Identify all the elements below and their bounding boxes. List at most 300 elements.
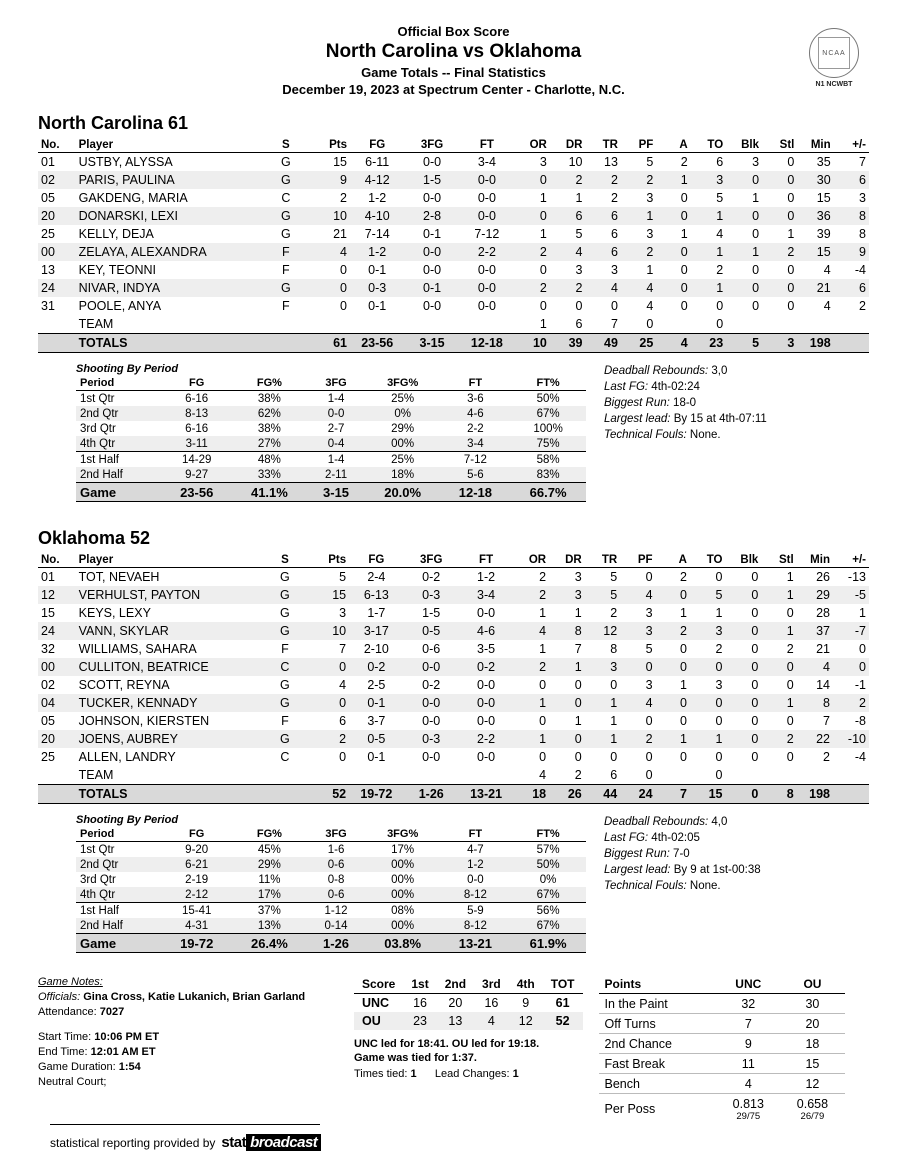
cell-blk: 1 [726, 243, 762, 261]
cell-fg: 6-11 [365, 155, 390, 169]
cell-or: 2 [539, 570, 547, 584]
cell-q4: 12 [509, 1012, 543, 1030]
cell-label: In the Paint [599, 994, 717, 1014]
cell-blk: 0 [752, 227, 760, 241]
cell-player: VERHULST, PAYTON [76, 586, 271, 604]
cell-s: C [280, 750, 290, 764]
cell-dr: 0 [574, 750, 582, 764]
cell: 0 [690, 766, 726, 785]
cell-fgp: 29% [232, 857, 308, 872]
cell-to: 4 [716, 227, 724, 241]
table-row [38, 243, 869, 261]
cell-ft: 0-0 [460, 171, 515, 189]
lead-time-note-2: Game was tied for 1:37. [354, 1052, 477, 1064]
cell-ft: 8-12 [441, 887, 511, 903]
cell-pm: 8 [859, 227, 866, 241]
cell-pf: 4 [646, 299, 654, 313]
cell-dr: 1 [549, 658, 585, 676]
cell-stl: 1 [761, 694, 796, 712]
cell: 1 [514, 315, 550, 334]
header-line-datevenue: December 19, 2023 at Spectrum Center - Charlotte, N.C. [282, 82, 625, 97]
cell-or: 3 [539, 155, 547, 169]
cell-pts: 4 [301, 243, 350, 261]
cell-pm: 2 [859, 299, 866, 313]
cell-tr: 2 [611, 191, 618, 205]
note-value: 7-0 [669, 848, 690, 860]
shoot-col-fgp: FG% [232, 376, 308, 391]
box-table-body-unc [38, 153, 869, 353]
cell-no: 01 [41, 155, 55, 169]
cell-fg: 6-16 [185, 422, 209, 435]
team-title-unc: North Carolina 61 [38, 113, 189, 133]
cell-a: 0 [656, 658, 690, 676]
cell-ftp: 50% [536, 392, 560, 405]
cell: 10 [514, 334, 550, 353]
cell-pf: 4 [621, 279, 656, 297]
cell-dr: 1 [575, 191, 583, 205]
cell-fg3p: 00% [365, 887, 441, 903]
cell-ftp: 67% [510, 406, 586, 421]
cell-pts: 0 [301, 279, 350, 297]
cell-to: 0 [690, 694, 726, 712]
cell-pts: 6 [339, 714, 347, 728]
col-ft: FT [459, 553, 514, 568]
cell-fgp: 17% [232, 887, 308, 903]
cell-ft: 1-2 [441, 857, 511, 872]
cell-ft: 2-2 [459, 730, 514, 748]
cell-pm: 8 [834, 207, 869, 225]
points-row [599, 1074, 845, 1094]
cell-or: 2 [514, 243, 550, 261]
cell [725, 766, 761, 785]
box-table-ou [38, 553, 869, 804]
cell: TEAM [76, 766, 271, 785]
cell-q1: 23 [403, 1012, 436, 1030]
cell-player: ZELAYA, ALEXANDRA [76, 243, 271, 261]
cell-dr: 3 [575, 263, 583, 277]
shooting-row [76, 452, 586, 468]
cell [762, 315, 797, 334]
col-blk: Blk [725, 553, 761, 568]
cell-tr: 3 [611, 263, 618, 277]
cell-ou: 12 [780, 1074, 844, 1094]
cell-fg: 0-5 [349, 730, 404, 748]
points-row [599, 1094, 845, 1125]
cell: TEAM [76, 315, 271, 334]
cell-pm: 2 [833, 694, 869, 712]
cell-pm: 9 [834, 243, 869, 261]
cell-ft: 0-0 [477, 678, 496, 692]
shoot-col-ft: FT [441, 376, 511, 391]
cell-tot: 52 [543, 1012, 583, 1030]
cell-fgp: 62% [232, 406, 308, 421]
cell-blk: 0 [725, 694, 761, 712]
table-row [38, 297, 869, 315]
cell-blk: 1 [752, 191, 760, 205]
cell: 3 [762, 334, 797, 353]
cell-blk: 0 [752, 263, 760, 277]
col-to: TO [690, 553, 726, 568]
cell-no: 24 [38, 622, 76, 640]
cell-fg3: 1-5 [422, 606, 441, 620]
cell-fgp: 33% [232, 467, 308, 483]
cell: 0 [691, 315, 727, 334]
cell-ft: 5-6 [441, 467, 511, 483]
cell-min: 21 [797, 279, 833, 297]
cell-period: 1st Half [76, 452, 162, 468]
cell: 15 [690, 785, 726, 804]
cell-fg: 2-4 [367, 570, 386, 584]
end-time-line [38, 1045, 338, 1060]
cell: TOTALS [76, 334, 271, 353]
cell-no: 25 [41, 750, 55, 764]
cell-or: 0 [539, 678, 547, 692]
cell-ft: 0-0 [460, 279, 515, 297]
cell-min: 2 [823, 750, 830, 764]
cell-fg: 2-5 [367, 678, 386, 692]
cell-tr: 8 [610, 642, 618, 656]
cell-s: F [281, 714, 289, 728]
cell-ftp: 66.7% [510, 483, 586, 502]
cell-or: 1 [539, 191, 547, 205]
cell-stl: 1 [786, 570, 794, 584]
cell-tr: 13 [604, 155, 618, 169]
cell-period: 3rd Qtr [80, 422, 116, 435]
table-row [38, 748, 869, 766]
cell-stl: 1 [761, 622, 796, 640]
cell-ftp: 100% [533, 422, 563, 435]
cell-fgp: 11% [258, 873, 281, 886]
points-row [599, 1034, 845, 1054]
cell-a: 0 [680, 299, 688, 313]
cell-stl: 0 [786, 714, 794, 728]
cell-blk: 0 [725, 622, 761, 640]
cell-to: 1 [690, 730, 726, 748]
start-time-label: Start Time: [38, 1031, 92, 1043]
cell-pm: 7 [859, 155, 866, 169]
cell-ft: 4-6 [459, 622, 514, 640]
cell-period: 2nd Half [76, 467, 162, 483]
note-label: Biggest Run: [604, 397, 670, 409]
cell-fg: 2-19 [185, 873, 209, 886]
cell [38, 315, 76, 334]
shooting-game-row [76, 483, 586, 502]
cell-fg: 7-14 [364, 227, 390, 241]
linescore-block [354, 975, 583, 1080]
shooting-row [76, 421, 586, 436]
officials-line [38, 990, 338, 1005]
cell-pts: 10 [301, 207, 350, 225]
cell [726, 315, 762, 334]
statbroadcast-logo [221, 1134, 321, 1151]
cell-s: G [270, 622, 300, 640]
duration-value: 1:54 [118, 1061, 141, 1073]
cell-dr: 10 [568, 155, 583, 169]
cell-fg3: 0-8 [327, 873, 345, 886]
team-rebounds-row [38, 315, 869, 334]
table-header-row [38, 138, 869, 153]
cell-ft: 0-0 [477, 299, 496, 313]
cell-blk: 0 [751, 606, 759, 620]
cell [834, 334, 869, 353]
cell-pm: 0 [833, 658, 869, 676]
table-row [38, 694, 869, 712]
col-plusminus: +/- [833, 553, 869, 568]
duration-label: Game Duration: [38, 1061, 116, 1073]
cell-ou: 15 [780, 1054, 844, 1074]
attendance-line [38, 1005, 338, 1020]
cell-fg3p: 20.0% [365, 483, 441, 502]
cell-to: 1 [691, 279, 727, 297]
linescore-col-score: Score [354, 975, 403, 994]
cell [350, 315, 405, 334]
col-no: No. [38, 138, 76, 153]
cell: 24 [620, 785, 655, 804]
note-line [604, 847, 761, 862]
col-3fg: 3FG [404, 138, 459, 153]
cell-tr: 6 [586, 243, 621, 261]
cell-fg: 0-1 [367, 750, 386, 764]
cell-fg3p: 0% [365, 406, 441, 421]
cell-blk: 0 [751, 714, 759, 728]
note-label: Largest lead: [604, 413, 671, 425]
cell-or: 1 [513, 730, 549, 748]
cell-tr: 2 [610, 606, 618, 620]
cell-to: 3 [715, 678, 723, 692]
cell-label: Per Poss [604, 1102, 656, 1116]
cell-to: 6 [716, 155, 724, 169]
cell-pf: 2 [621, 243, 656, 261]
cell-fg: 4-10 [350, 207, 405, 225]
cell-no: 12 [38, 586, 76, 604]
shoot-col-ft: FT [441, 827, 511, 842]
cell-tr: 5 [585, 586, 620, 604]
cell-dr: 2 [550, 279, 586, 297]
cell-blk: 0 [751, 642, 759, 656]
cell-blk: 0 [751, 750, 759, 764]
cell-fg3: 0-4 [307, 436, 364, 452]
cell: 4 [513, 766, 549, 785]
cell-fg: 4-12 [350, 171, 405, 189]
cell-player: TUCKER, KENNADY [76, 694, 271, 712]
cell-no: 25 [41, 227, 55, 241]
cell-blk: 0 [751, 678, 759, 692]
cell-dr: 0 [549, 694, 585, 712]
totals-row [38, 785, 869, 804]
cell-ft: 12-18 [441, 483, 511, 502]
cell-or: 0 [539, 714, 547, 728]
cell-pf: 3 [620, 622, 655, 640]
cell-stl: 0 [762, 279, 797, 297]
cell-player: GAKDENG, MARIA [78, 191, 188, 205]
cell-player: PARIS, PAULINA [76, 171, 271, 189]
cell [270, 766, 300, 785]
col-no: No. [38, 553, 76, 568]
table-row [38, 640, 869, 658]
cell-or: 1 [539, 642, 547, 656]
col-to: TO [691, 138, 727, 153]
linescore-col-4th: 4th [509, 975, 543, 994]
shoot-col-period: Period [76, 827, 162, 842]
cell-min: 35 [816, 155, 831, 169]
cell-fg: 1-2 [368, 191, 387, 205]
col-or: OR [514, 138, 550, 153]
cell-stl: 1 [787, 227, 795, 241]
cell-fg: 0-1 [368, 263, 387, 277]
note-label: Last FG: [604, 832, 649, 844]
table-row [38, 153, 869, 172]
cell: 5 [726, 334, 762, 353]
ncaa-logo-caption: N1 NCWBT [815, 81, 853, 88]
cell-pf: 0 [620, 658, 655, 676]
cell [761, 766, 796, 785]
cell-s: F [271, 243, 301, 261]
cell-no: 02 [41, 678, 55, 692]
ncaa-seal-icon [809, 28, 859, 78]
cell-ft: 0-0 [477, 714, 496, 728]
cell-no: 20 [38, 730, 76, 748]
attendance-value: 7027 [99, 1006, 125, 1018]
cell-blk: 0 [751, 570, 759, 584]
cell-s: G [271, 207, 301, 225]
cell-a: 1 [656, 730, 690, 748]
cell-tr: 0 [610, 750, 618, 764]
cell [301, 315, 350, 334]
linescore-table [354, 975, 583, 1030]
cell [38, 334, 76, 353]
cell-fg3: 1-4 [307, 452, 364, 468]
cell-tr: 4 [586, 279, 621, 297]
cell-player: KELLY, DEJA [78, 227, 154, 241]
cell-ou-sub: 26/79 [800, 1110, 825, 1122]
cell-ft: 0-0 [477, 191, 496, 205]
cell-no: 04 [38, 694, 76, 712]
cell-min: 26 [816, 570, 830, 584]
cell-fg3: 0-1 [404, 279, 459, 297]
points-body [599, 994, 845, 1125]
cell-fg: 15-41 [162, 903, 232, 919]
cell-pm: -10 [833, 730, 869, 748]
cell-fg3p: 08% [365, 903, 441, 919]
cell-pm: 1 [859, 606, 866, 620]
cell [834, 315, 869, 334]
cell-player: TOT, NEVAEH [78, 570, 160, 584]
cell-ft: 3-4 [459, 586, 514, 604]
cell-ou: 18 [780, 1034, 844, 1054]
cell-s: C [281, 191, 291, 205]
box-table-unc [38, 138, 869, 353]
cell: 7 [586, 315, 621, 334]
cell-fg3p: 00% [365, 918, 441, 934]
cell: 4 [656, 334, 690, 353]
cell-dr: 8 [549, 622, 585, 640]
cell: 0 [621, 315, 656, 334]
col-stl: Stl [762, 138, 797, 153]
table-row [38, 676, 869, 694]
cell-ftp: 83% [510, 467, 586, 483]
cell [833, 766, 869, 785]
ncaa-seal-inner-text: NCAA [818, 37, 850, 69]
cell-fg3p: 25% [365, 452, 441, 468]
cell-fg: 4-31 [162, 918, 232, 934]
lead-time-note-1: UNC led for 18:41. OU led for 19:18. [354, 1038, 540, 1050]
cell-ft: 0-0 [477, 750, 496, 764]
team-notes-ou [604, 814, 761, 953]
cell-fg: 6-21 [162, 857, 232, 872]
cell-player: CULLITON, BEATRICE [76, 658, 271, 676]
cell-fg3p: 00% [391, 873, 415, 886]
cell-to: 2 [716, 263, 724, 277]
col-ft: FT [460, 138, 515, 153]
note-line [604, 831, 761, 846]
col-s: S [271, 138, 301, 153]
cell-fg3p: 00% [365, 857, 441, 872]
cell-dr: 0 [574, 678, 582, 692]
cell [404, 766, 459, 785]
shooting-row [76, 903, 586, 919]
cell-pm: -7 [833, 622, 869, 640]
cell-pts: 4 [339, 678, 347, 692]
cell-fg3: 0-6 [422, 642, 441, 656]
col-a: A [656, 138, 690, 153]
cell [797, 315, 833, 334]
cell-pm: -13 [847, 570, 866, 584]
cell-fg3: 0-0 [404, 694, 459, 712]
cell-fg: 0-1 [349, 694, 404, 712]
points-col-label: Points [599, 975, 717, 994]
lead-changes-label: Lead Changes: [434, 1068, 510, 1080]
col-tr: TR [585, 553, 620, 568]
cell-a: 0 [656, 694, 690, 712]
cell-a: 0 [656, 586, 690, 604]
cell-min: 4 [823, 299, 831, 313]
cell-unc: 9 [716, 1034, 780, 1054]
cell-s: G [280, 155, 291, 169]
court-line: Neutral Court; [38, 1076, 107, 1088]
cell: 0 [725, 785, 761, 804]
times-tied-label: Times tied: [354, 1068, 408, 1080]
cell-pts: 9 [301, 171, 350, 189]
cell-fg3: 2-7 [327, 422, 345, 435]
cell-ftp: 75% [510, 436, 586, 452]
cell-fg3: 0-0 [423, 263, 442, 277]
cell-fg: 3-11 [162, 436, 232, 452]
cell-a: 0 [680, 714, 687, 728]
shoot-col-period: Period [76, 376, 162, 391]
start-time-line [38, 1030, 338, 1045]
cell-min: 4 [823, 263, 831, 277]
cell-period: Game [76, 934, 162, 953]
cell-or: 2 [513, 586, 549, 604]
cell-a: 2 [656, 622, 690, 640]
cell-pm: -8 [854, 714, 866, 728]
cell-period: 2nd Qtr [76, 406, 162, 421]
cell-or: 2 [514, 279, 550, 297]
cell-unc-sub: 29/75 [736, 1110, 761, 1122]
times-tied-value: 1 [410, 1068, 417, 1080]
cell [38, 785, 76, 804]
cell-min: 37 [797, 622, 833, 640]
table-row [38, 225, 869, 243]
col-tr: TR [586, 138, 621, 153]
cell [656, 315, 690, 334]
cell: 6 [585, 766, 620, 785]
cell-fg3p: 17% [391, 843, 415, 856]
col-blk: Blk [726, 138, 762, 153]
cell-a: 0 [656, 207, 690, 225]
cell-fg3: 0-14 [307, 918, 364, 934]
cell-fg: 6-13 [349, 586, 404, 604]
